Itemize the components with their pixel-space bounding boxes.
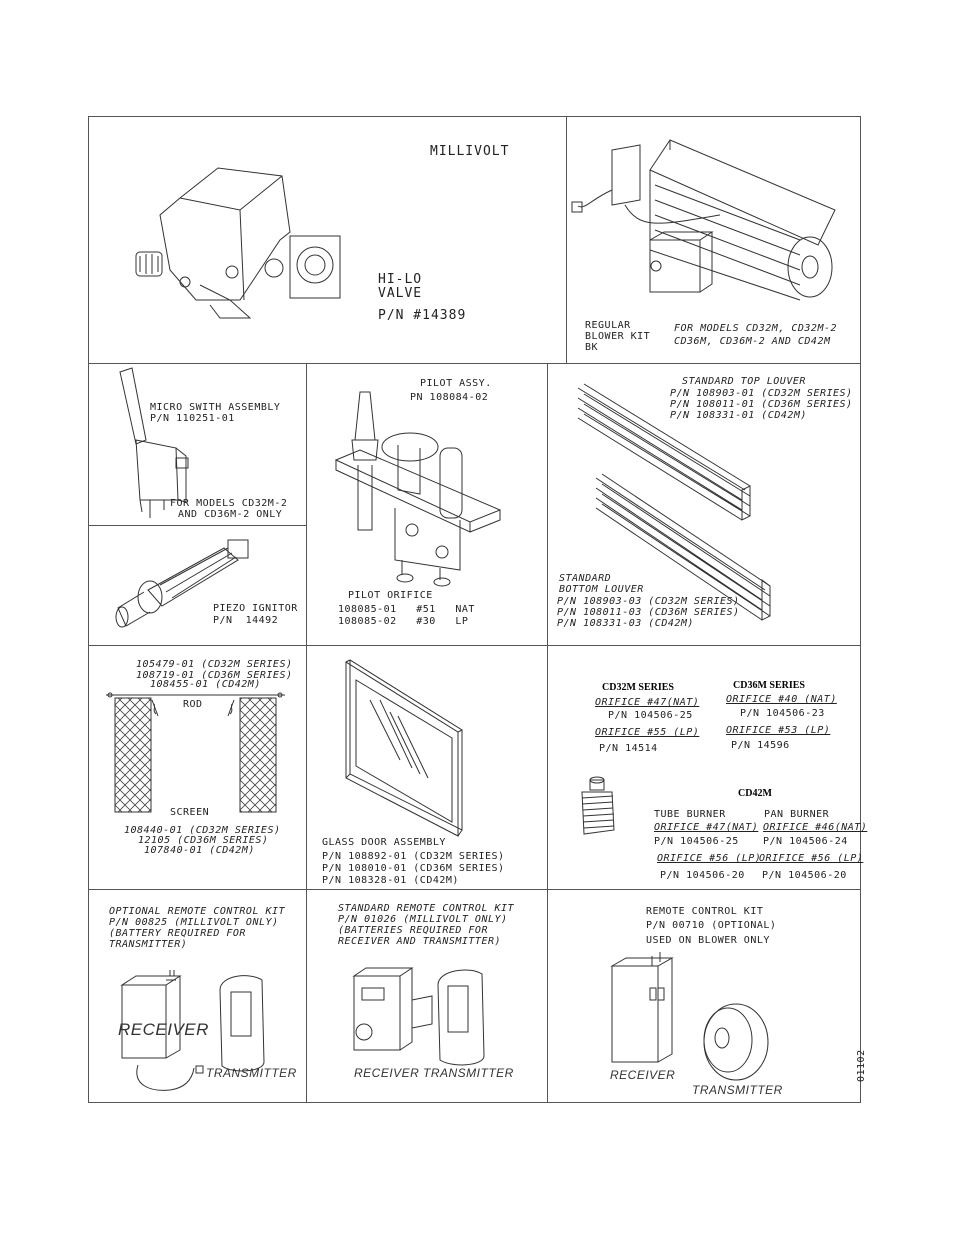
cd36m-lp-orifice: ORIFICE #53 (LP) xyxy=(726,725,831,736)
screen-part-line1: 108440-01 (CD32M SERIES) xyxy=(124,825,281,836)
blower-remote-receiver-label: RECEIVER xyxy=(610,1068,676,1082)
piezo-line2: P/N 14492 xyxy=(213,615,279,626)
blower-models-line1: FOR MODELS CD32M, CD32M-2 xyxy=(674,323,838,334)
rod-part-line1: 105479-01 (CD32M SERIES) xyxy=(136,659,293,670)
blower-remote-line1: REMOTE CONTROL KIT xyxy=(646,906,764,917)
rod-part-line2: 108719-01 (CD36M SERIES) xyxy=(136,670,293,681)
louver-top-line3: P/N 108011-01 (CD36M SERIES) xyxy=(670,399,853,410)
glass-door-line1: GLASS DOOR ASSEMBLY xyxy=(322,837,446,848)
glass-door-line2: P/N 108892-01 (CD32M SERIES) xyxy=(322,851,505,862)
louver-top-line2: P/N 108903-01 (CD32M SERIES) xyxy=(670,388,853,399)
tube-burner-label: TUBE BURNER xyxy=(654,809,726,820)
pan-nat-orifice: ORIFICE #46(NAT) xyxy=(763,822,868,833)
cd36m-heading: CD36M SERIES xyxy=(733,680,805,691)
blower-label-line2: BLOWER KIT xyxy=(585,331,651,342)
rod-part-line3: 108455-01 (CD42M) xyxy=(150,679,261,690)
blower-label-line1: REGULAR xyxy=(585,320,631,331)
pilot-orifice-line2: 108085-02 #30 LP xyxy=(338,616,469,627)
standard-remote-line1: STANDARD REMOTE CONTROL KIT xyxy=(338,903,515,914)
optional-remote-line1: OPTIONAL REMOTE CONTROL KIT xyxy=(109,906,286,917)
cd32m-lp-part: P/N 14514 xyxy=(599,743,658,754)
pan-lp-orifice: ORIFICE #56 (LP) xyxy=(759,853,864,864)
micro-switch-line2: P/N 110251-01 xyxy=(150,413,235,424)
tube-lp-part: P/N 104506-20 xyxy=(660,870,745,881)
standard-remote-line4: RECEIVER AND TRANSMITTER) xyxy=(338,936,502,947)
glass-door-line4: P/N 108328-01 (CD42M) xyxy=(322,875,459,886)
pilot-assy-line1: PILOT ASSY. xyxy=(420,378,492,389)
valve-part-number: P/N #14389 xyxy=(378,308,467,323)
louver-bottom-line1: STANDARD xyxy=(559,573,612,584)
valve-heading: MILLIVOLT xyxy=(430,144,510,159)
optional-remote-line3: (BATTERY REQUIRED FOR xyxy=(109,928,246,939)
cd42m-heading: CD42M xyxy=(738,788,772,799)
louver-top-line4: P/N 108331-01 (CD42M) xyxy=(670,410,807,421)
pan-lp-part: P/N 104506-20 xyxy=(762,870,847,881)
cd32m-lp-orifice: ORIFICE #55 (LP) xyxy=(595,727,700,738)
optional-remote-line4: TRANSMITTER) xyxy=(109,939,188,950)
pilot-orifice-line1: 108085-01 #51 NAT xyxy=(338,604,475,615)
standard-remote-line2: P/N 01026 (MILLIVOLT ONLY) xyxy=(338,914,508,925)
drawing-number: 01102 xyxy=(856,1049,867,1082)
valve-label-line2: VALVE xyxy=(378,286,423,301)
tube-nat-orifice: ORIFICE #47(NAT) xyxy=(654,822,759,833)
tube-nat-part: P/N 104506-25 xyxy=(654,836,739,847)
pan-burner-label: PAN BURNER xyxy=(764,809,830,820)
screen-label: SCREEN xyxy=(170,807,210,818)
pan-nat-part: P/N 104506-24 xyxy=(763,836,848,847)
rod-label: ROD xyxy=(183,699,203,710)
blower-models-line2: CD36M, CD36M-2 AND CD42M xyxy=(674,336,831,347)
optional-transmitter-label: TRANSMITTER xyxy=(206,1066,297,1080)
cd32m-nat-part: P/N 104506-25 xyxy=(608,710,693,721)
micro-switch-models-line1: FOR MODELS CD32M-2 xyxy=(170,498,288,509)
blower-remote-transmitter-label: TRANSMITTER xyxy=(692,1083,783,1097)
tube-lp-orifice: ORIFICE #56 (LP) xyxy=(657,853,762,864)
cd36m-lp-part: P/N 14596 xyxy=(731,740,790,751)
louver-bottom-line5: P/N 108331-03 (CD42M) xyxy=(557,618,694,629)
micro-switch-line1: MICRO SWITH ASSEMBLY xyxy=(150,402,281,413)
blower-remote-line3: USED ON BLOWER ONLY xyxy=(646,935,770,946)
cd32m-nat-orifice: ORIFICE #47(NAT) xyxy=(595,697,700,708)
louver-bottom-line3: P/N 108903-03 (CD32M SERIES) xyxy=(557,596,740,607)
standard-transmitter-label: TRANSMITTER xyxy=(423,1066,514,1080)
glass-door-line3: P/N 108010-01 (CD36M SERIES) xyxy=(322,863,505,874)
optional-receiver-label: RECEIVER xyxy=(118,1020,209,1039)
louver-bottom-line4: P/N 108011-03 (CD36M SERIES) xyxy=(557,607,740,618)
standard-receiver-label: RECEIVER xyxy=(354,1066,420,1080)
pilot-assy-line2: PN 108084-02 xyxy=(410,392,489,403)
cd36m-nat-part: P/N 104506-23 xyxy=(740,708,825,719)
pilot-orifice-title: PILOT ORIFICE xyxy=(348,590,433,601)
valve-label-line1: HI-LO xyxy=(378,272,423,287)
standard-remote-line3: (BATTERIES REQUIRED FOR xyxy=(338,925,488,936)
micro-switch-models-line2: AND CD36M-2 ONLY xyxy=(178,509,283,520)
louver-top-line1: STANDARD TOP LOUVER xyxy=(682,376,806,387)
optional-remote-line2: P/N 00825 (MILLIVOLT ONLY) xyxy=(109,917,279,928)
piezo-line1: PIEZO IGNITOR xyxy=(213,603,298,614)
blower-remote-line2: P/N 00710 (OPTIONAL) xyxy=(646,920,777,931)
screen-part-line2: 12105 (CD36M SERIES) xyxy=(138,835,269,846)
cd36m-nat-orifice: ORIFICE #40 (NAT) xyxy=(726,694,837,705)
cd32m-heading: CD32M SERIES xyxy=(602,682,674,693)
blower-label-line3: BK xyxy=(585,342,599,353)
screen-part-line3: 107840-01 (CD42M) xyxy=(144,845,255,856)
louver-bottom-line2: BOTTOM LOUVER xyxy=(559,584,644,595)
